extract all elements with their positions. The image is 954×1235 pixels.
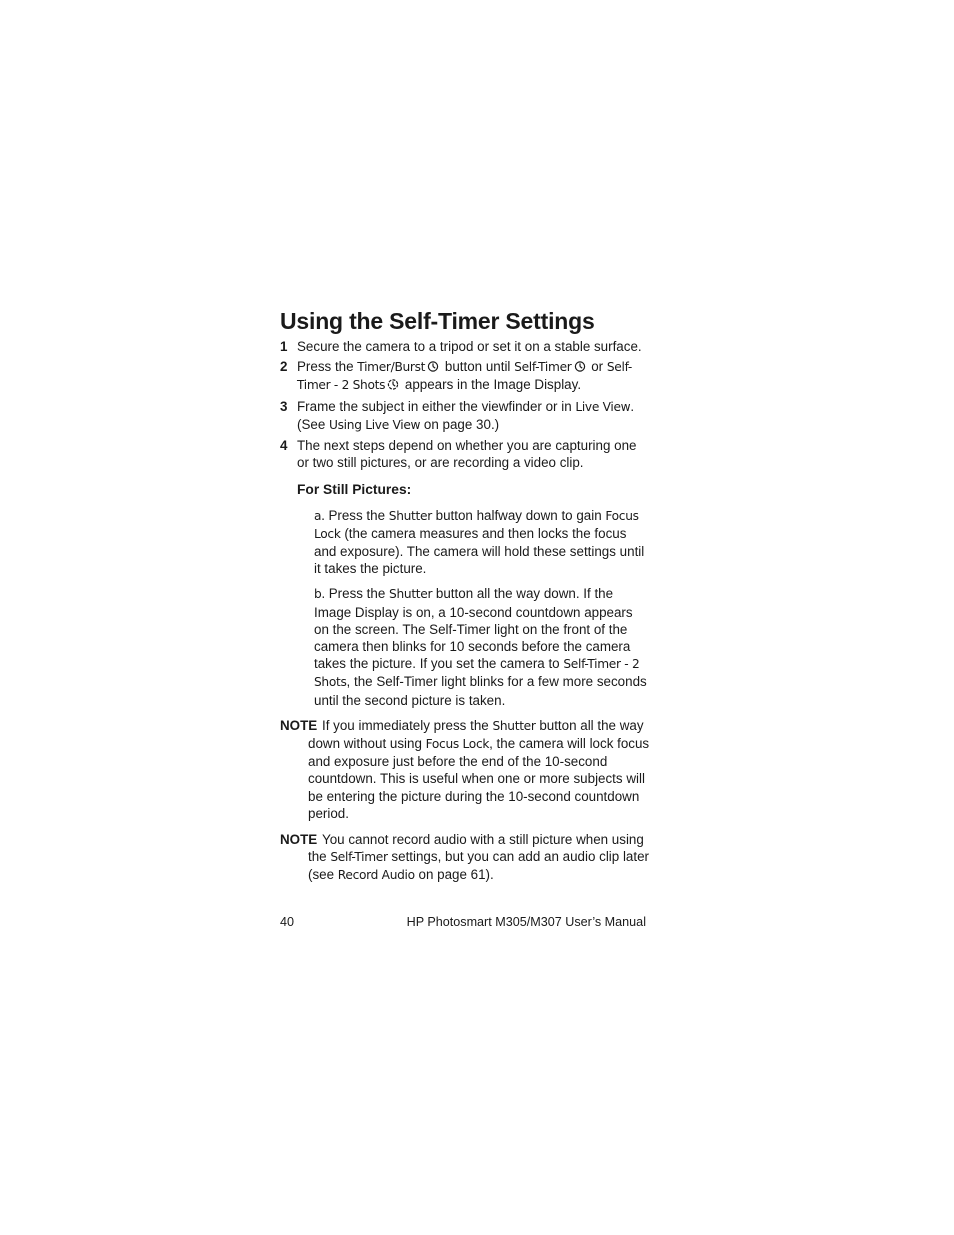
step-number: 2 <box>280 359 288 375</box>
step-number: 4 <box>280 438 288 454</box>
ui-term: Live View <box>575 399 631 414</box>
manual-page-content <box>280 306 650 894</box>
subheading-still-pictures: For Still Pictures: <box>297 482 412 498</box>
page-heading: Using the Self-Timer Settings <box>280 308 595 334</box>
paragraph-text: Press the <box>324 507 389 523</box>
paragraph-a <box>314 507 650 578</box>
ui-term: Shutter <box>388 508 432 523</box>
cross-reference: Record Audio <box>337 868 415 883</box>
step-number: 3 <box>280 398 288 414</box>
note-2 <box>280 831 650 885</box>
step-number: 1 <box>280 339 288 354</box>
step-text: Secure the camera to a tripod or set it on a stable surface. <box>297 339 642 354</box>
ui-term: Self-Timer <box>514 360 572 375</box>
cross-reference: Using Live View <box>329 417 421 432</box>
ui-term: Focus Lock <box>314 508 639 541</box>
ui-term: Focus Lock <box>425 737 490 752</box>
step-text: Frame the subject in either the viewfinder or in <box>297 398 576 414</box>
page-number: 40 <box>280 915 295 929</box>
ui-term: Self-Timer <box>330 850 388 865</box>
step-text: button until <box>441 359 515 375</box>
note-text: If you immediately press the <box>322 717 493 733</box>
step-text: appears in the Image Display. <box>401 377 582 393</box>
paragraph-text: button halfway down to gain <box>431 507 606 523</box>
ui-term: Self-Timer - 2 Shots <box>297 360 633 393</box>
paragraph-text: button all the way down. If the Image Display is on, a 10-second countdown appears on the screen. The Self-Timer light on the front of the camera then blinks for 10 seconds before the camera takes the picture. If you set the camera to <box>314 586 633 672</box>
note-text: You cannot record audio with a still picture when using the <box>308 832 644 865</box>
note-label: NOTE <box>280 717 318 733</box>
manual-title: HP Photosmart M305/M307 User’s Manual <box>406 915 646 929</box>
ui-term: Shutter <box>389 587 433 602</box>
list-marker: b. <box>314 587 326 602</box>
step-3 <box>280 398 650 434</box>
paragraph-text: , the Self-Timer light blinks for a few more seconds until the second picture is taken. <box>314 674 647 708</box>
note-text: , the camera will lock focus and exposure just before the end of the 10-second countdown. This is useful when one or more subjects will be entering the picture during the 10-second countdown period. <box>308 736 650 821</box>
ui-term: Timer/Burst <box>357 360 426 375</box>
note-1 <box>280 717 650 822</box>
step-text: or <box>587 359 607 375</box>
self-timer-icon <box>574 360 586 372</box>
list-marker: a. <box>314 508 325 523</box>
note-label: NOTE <box>280 832 318 848</box>
note-text: button all the way down without using <box>308 717 644 752</box>
self-timer-2-shots-icon <box>387 378 399 390</box>
ui-term: Shutter <box>492 718 536 733</box>
step-4 <box>280 437 650 471</box>
self-timer-icon <box>427 360 439 372</box>
step-2 <box>280 358 650 394</box>
step-text: The next steps depend on whether you are capturing one or two still pictures, or are recording a video clip. <box>297 438 637 471</box>
paragraph-text: (the camera measures and then locks the focus and exposure). The camera will hold these settings until it takes the picture. <box>314 525 645 577</box>
note-text: settings, but you can add an audio clip later (see <box>308 849 649 883</box>
note-text: on page 61). <box>414 867 494 883</box>
step-text: on page 30.) <box>420 416 500 432</box>
ui-term: Self-Timer - 2 Shots <box>314 657 640 690</box>
paragraph-text: Press the <box>325 586 390 602</box>
step-1 <box>280 338 650 355</box>
step-text: . (See <box>297 398 635 432</box>
step-text: Press the <box>297 359 358 375</box>
paragraph-b <box>314 585 650 708</box>
